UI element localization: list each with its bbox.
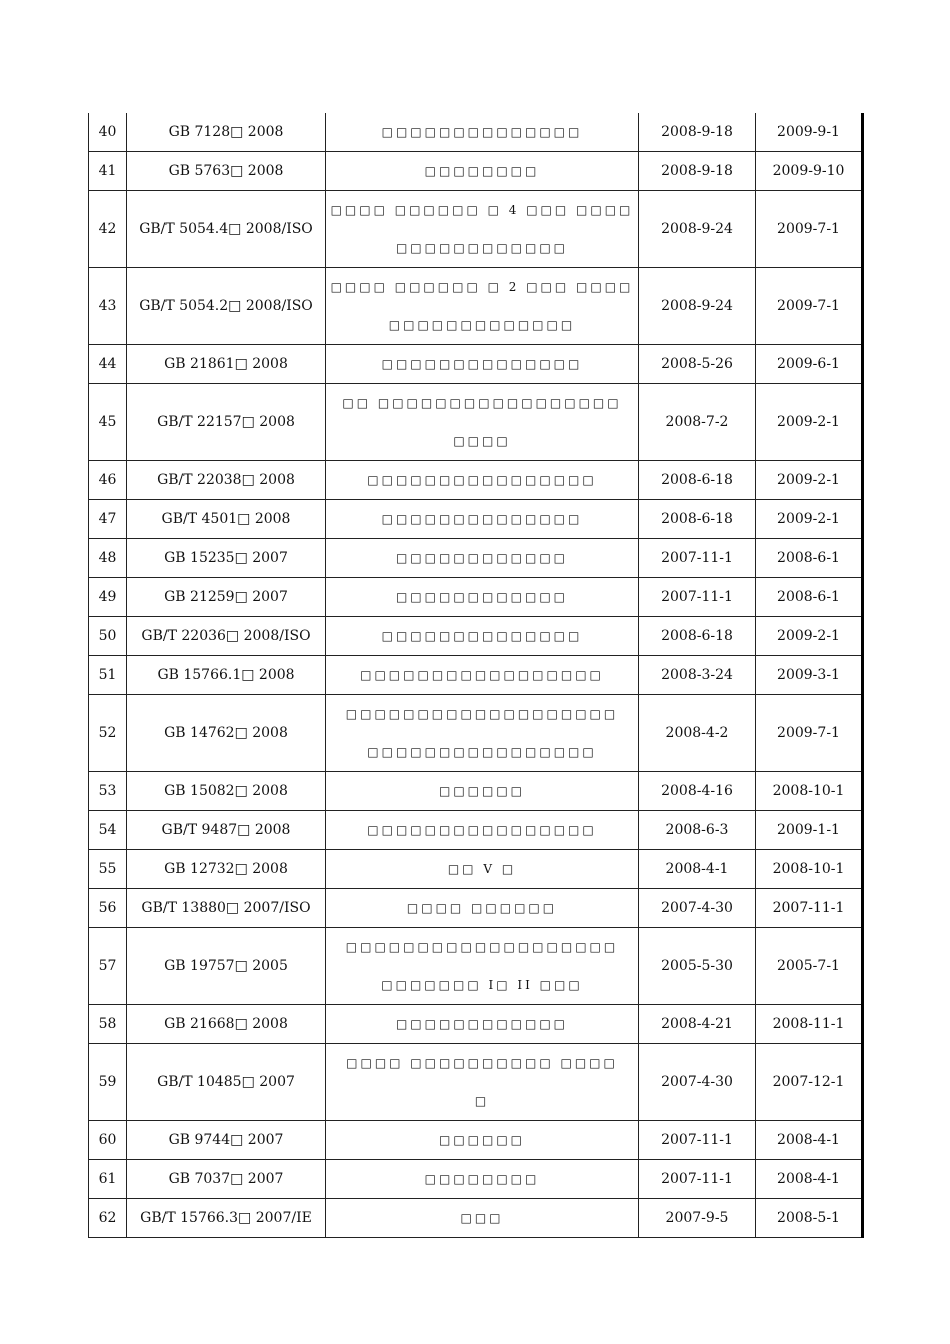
effective-date-cell: 2009-2-1 [756, 500, 863, 539]
standard-name-cell [326, 461, 639, 500]
row-number-cell: 45 [89, 384, 127, 461]
standard-name-line: □□□□□□□□□□□□□□□□ [367, 473, 597, 487]
row-number-cell: 54 [89, 811, 127, 850]
standard-name-line: □□□□□□□□ [424, 164, 540, 178]
effective-date-cell: 2008-10-1 [756, 850, 863, 889]
standard-name-line: □□□□ □□□□□□□□□□ □□□□ [346, 1056, 618, 1070]
standard-name-line: □ [474, 1094, 490, 1108]
standard-code-cell: GB/T 22036□ 2008/ISO [127, 617, 326, 656]
effective-date-cell: 2009-9-10 [756, 152, 863, 191]
publish-date-cell: 2008-4-1 [639, 850, 756, 889]
standard-name-cell [326, 345, 639, 384]
standard-name-cell [326, 928, 639, 1005]
standard-name-line: □□□□□□ [438, 784, 526, 798]
standard-name-line: □□□□□□□□□□□□□□ [381, 512, 583, 526]
standard-name-line: □□□□□□□□□□□□ [395, 551, 569, 565]
standard-code-cell: GB 15235□ 2007 [127, 539, 326, 578]
row-number-cell: 50 [89, 617, 127, 656]
row-number-cell: 40 [89, 113, 127, 152]
standard-name-cell [326, 1121, 639, 1160]
standard-name-cell [326, 152, 639, 191]
row-number-cell: 56 [89, 889, 127, 928]
row-number-cell: 42 [89, 191, 127, 268]
row-number-cell: 53 [89, 772, 127, 811]
table-row [89, 152, 863, 191]
standard-code-cell: GB 21259□ 2007 [127, 578, 326, 617]
standard-code-cell: GB/T 9487□ 2008 [127, 811, 326, 850]
publish-date-cell: 2007-11-1 [639, 578, 756, 617]
table-row [89, 578, 863, 617]
row-number-cell: 43 [89, 268, 127, 345]
standard-name-cell [326, 384, 639, 461]
publish-date-cell: 2008-7-2 [639, 384, 756, 461]
effective-date-cell: 2009-2-1 [756, 461, 863, 500]
standard-name-cell [326, 268, 639, 345]
effective-date-cell: 2009-1-1 [756, 811, 863, 850]
publish-date-cell: 2008-6-18 [639, 461, 756, 500]
standard-name-cell [326, 1044, 639, 1121]
standard-code-cell: GB 21668□ 2008 [127, 1005, 326, 1044]
table-row [89, 500, 863, 539]
standard-code-cell: GB 12732□ 2008 [127, 850, 326, 889]
table-row [89, 1160, 863, 1199]
standards-table-sheet [88, 113, 862, 1238]
publish-date-cell: 2008-6-3 [639, 811, 756, 850]
table-row [89, 772, 863, 811]
effective-date-cell: 2008-10-1 [756, 772, 863, 811]
effective-date-cell: 2009-7-1 [756, 268, 863, 345]
standard-name-line: □□□□□□□□□□□□ [395, 590, 569, 604]
publish-date-cell: 2007-9-5 [639, 1199, 756, 1238]
standard-name-cell [326, 617, 639, 656]
table-row [89, 1044, 863, 1121]
effective-date-cell: 2009-7-1 [756, 695, 863, 772]
table-row [89, 268, 863, 345]
standard-code-cell: GB/T 5054.4□ 2008/ISO [127, 191, 326, 268]
row-number-cell: 41 [89, 152, 127, 191]
standard-name-line: □□□□□□□□□□□□□□ [381, 357, 583, 371]
standard-name-line: □□□□□□□□□□□□□□□□□□□ [345, 707, 619, 721]
standard-name-line: □□□□ □□□□□□ □ 2 □□□ □□□□ [330, 280, 634, 294]
publish-date-cell: 2008-9-24 [639, 268, 756, 345]
publish-date-cell: 2007-4-30 [639, 1044, 756, 1121]
row-number-cell: 61 [89, 1160, 127, 1199]
table-row [89, 461, 863, 500]
standard-name-line: □□□ [460, 1211, 504, 1225]
table-row [89, 1199, 863, 1238]
standard-code-cell: GB/T 4501□ 2008 [127, 500, 326, 539]
effective-date-cell: 2008-6-1 [756, 539, 863, 578]
table-row [89, 656, 863, 695]
standard-name-cell [326, 695, 639, 772]
table-row [89, 928, 863, 1005]
standard-name-line: □□□□□□□□□□□□□□ [381, 629, 583, 643]
publish-date-cell: 2008-5-26 [639, 345, 756, 384]
standard-name-cell [326, 811, 639, 850]
effective-date-cell: 2009-2-1 [756, 384, 863, 461]
standard-name-line: □□□□□□□□□□□□□□□□ [367, 823, 597, 837]
standard-name-cell [326, 191, 639, 268]
standard-name-cell [326, 500, 639, 539]
row-number-cell: 51 [89, 656, 127, 695]
publish-date-cell: 2005-5-30 [639, 928, 756, 1005]
standard-name-line: □□□□□□□□□□□□ [395, 241, 569, 255]
standard-name-line: □□□□□□□□□□□□□□□□□ [360, 668, 604, 682]
standard-name-cell [326, 1160, 639, 1199]
standard-name-line: □□ V □ [447, 862, 517, 876]
standard-code-cell: GB 15766.1□ 2008 [127, 656, 326, 695]
publish-date-cell: 2008-4-2 [639, 695, 756, 772]
standard-code-cell: GB 7128□ 2008 [127, 113, 326, 152]
standard-name-line: □□□□□□□□□□□□ [395, 1017, 569, 1031]
standard-code-cell: GB/T 5054.2□ 2008/ISO [127, 268, 326, 345]
publish-date-cell: 2008-9-18 [639, 113, 756, 152]
effective-date-cell: 2009-9-1 [756, 113, 863, 152]
standards-table [88, 113, 864, 1238]
standard-code-cell: GB 9744□ 2007 [127, 1121, 326, 1160]
standard-name-line: □□□□ □□□□□□ [406, 901, 558, 915]
row-number-cell: 59 [89, 1044, 127, 1121]
table-row [89, 113, 863, 152]
publish-date-cell: 2007-11-1 [639, 539, 756, 578]
standard-name-line: □□□□□□ [438, 1133, 526, 1147]
effective-date-cell: 2008-4-1 [756, 1121, 863, 1160]
publish-date-cell: 2008-4-21 [639, 1005, 756, 1044]
table-row [89, 539, 863, 578]
standard-name-line: □□□□ □□□□□□ □ 4 □□□ □□□□ [330, 203, 634, 217]
standard-name-line: □□ □□□□□□□□□□□□□□□□□ [342, 396, 622, 410]
publish-date-cell: 2008-9-24 [639, 191, 756, 268]
standard-name-cell [326, 889, 639, 928]
row-number-cell: 49 [89, 578, 127, 617]
row-number-cell: 55 [89, 850, 127, 889]
effective-date-cell: 2007-12-1 [756, 1044, 863, 1121]
effective-date-cell: 2008-5-1 [756, 1199, 863, 1238]
effective-date-cell: 2009-7-1 [756, 191, 863, 268]
publish-date-cell: 2007-11-1 [639, 1121, 756, 1160]
table-row [89, 850, 863, 889]
standard-name-line: □□□□□□□□□□□□□□ [381, 125, 583, 139]
standard-name-cell [326, 772, 639, 811]
standard-code-cell: GB 15082□ 2008 [127, 772, 326, 811]
standard-name-cell [326, 656, 639, 695]
row-number-cell: 58 [89, 1005, 127, 1044]
standard-code-cell: GB 14762□ 2008 [127, 695, 326, 772]
standard-code-cell: GB 5763□ 2008 [127, 152, 326, 191]
effective-date-cell: 2005-7-1 [756, 928, 863, 1005]
publish-date-cell: 2008-6-18 [639, 500, 756, 539]
standard-code-cell: GB/T 22157□ 2008 [127, 384, 326, 461]
publish-date-cell: 2008-3-24 [639, 656, 756, 695]
effective-date-cell: 2008-11-1 [756, 1005, 863, 1044]
publish-date-cell: 2008-6-18 [639, 617, 756, 656]
table-row [89, 345, 863, 384]
effective-date-cell: 2009-2-1 [756, 617, 863, 656]
table-row [89, 384, 863, 461]
standard-name-line: □□□□□□□□ [424, 1172, 540, 1186]
standard-code-cell: GB 21861□ 2008 [127, 345, 326, 384]
standard-name-line: □□□□□□□□□□□□□□□□ [367, 745, 597, 759]
standard-name-cell [326, 850, 639, 889]
effective-date-cell: 2008-6-1 [756, 578, 863, 617]
effective-date-cell: 2007-11-1 [756, 889, 863, 928]
effective-date-cell: 2009-6-1 [756, 345, 863, 384]
table-row [89, 889, 863, 928]
standard-code-cell: GB/T 10485□ 2007 [127, 1044, 326, 1121]
standard-name-line: □□□□□□□□□□□□□□□□□□□ [345, 940, 619, 954]
standard-code-cell: GB 7037□ 2007 [127, 1160, 326, 1199]
standard-code-cell: GB/T 15766.3□ 2007/IE [127, 1199, 326, 1238]
publish-date-cell: 2007-4-30 [639, 889, 756, 928]
row-number-cell: 44 [89, 345, 127, 384]
standard-code-cell: GB/T 22038□ 2008 [127, 461, 326, 500]
publish-date-cell: 2008-4-16 [639, 772, 756, 811]
standards-table-body [89, 113, 863, 1238]
standard-name-cell [326, 578, 639, 617]
table-row [89, 695, 863, 772]
row-number-cell: 47 [89, 500, 127, 539]
standard-code-cell: GB 19757□ 2005 [127, 928, 326, 1005]
table-row [89, 811, 863, 850]
publish-date-cell: 2007-11-1 [639, 1160, 756, 1199]
standard-code-cell: GB/T 13880□ 2007/ISO [127, 889, 326, 928]
standard-name-cell [326, 1005, 639, 1044]
table-row [89, 617, 863, 656]
effective-date-cell: 2009-3-1 [756, 656, 863, 695]
effective-date-cell: 2008-4-1 [756, 1160, 863, 1199]
standard-name-cell [326, 113, 639, 152]
row-number-cell: 52 [89, 695, 127, 772]
row-number-cell: 60 [89, 1121, 127, 1160]
row-number-cell: 57 [89, 928, 127, 1005]
table-row [89, 191, 863, 268]
publish-date-cell: 2008-9-18 [639, 152, 756, 191]
row-number-cell: 48 [89, 539, 127, 578]
standard-name-line: □□□□□□□ I□ II □□□ [381, 978, 583, 992]
row-number-cell: 46 [89, 461, 127, 500]
standard-name-cell [326, 539, 639, 578]
standard-name-cell [326, 1199, 639, 1238]
table-row [89, 1121, 863, 1160]
row-number-cell: 62 [89, 1199, 127, 1238]
table-row [89, 1005, 863, 1044]
standard-name-line: □□□□ [453, 434, 511, 448]
standard-name-line: □□□□□□□□□□□□□ [388, 318, 576, 332]
